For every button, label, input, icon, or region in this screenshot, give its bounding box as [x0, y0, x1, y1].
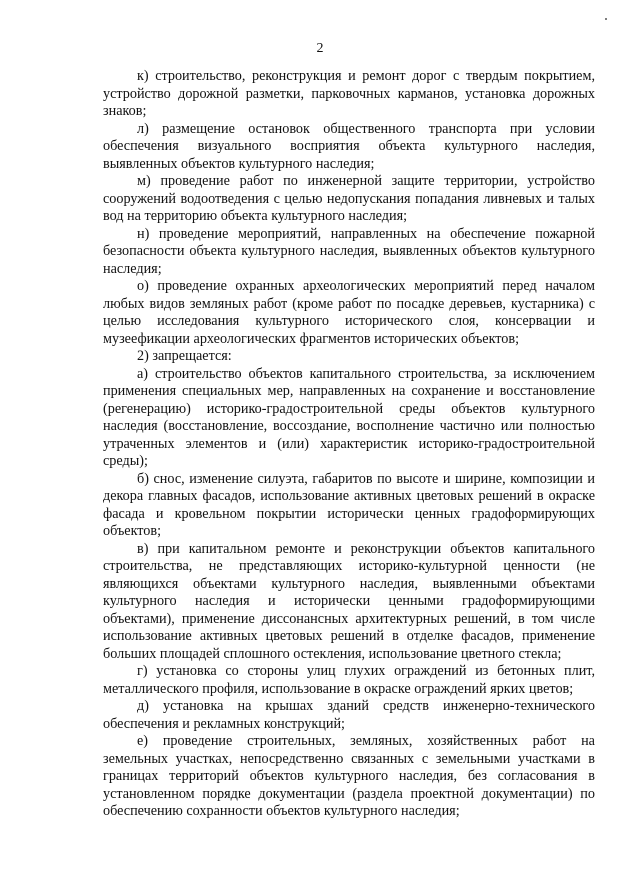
page-number: 2 — [316, 41, 324, 56]
paragraph-g: г) установка со стороны улиц глухих ограждений из бетонных плит, металлического профиля, использование в окраске ограждений ярких цветов; — [103, 663, 595, 697]
paragraph-l: л) размещение остановок общественного транспорта при условии обеспечения визуального восприятия объекта культурного наследия, выявленных объектов культурного наследия; — [103, 120, 595, 172]
scan-artifact-dot — [605, 18, 607, 20]
paragraph-b: б) снос, изменение силуэта, габаритов по высоте и ширине, композиции и декора главных фасадов, использование активных цветовых решений в окраске фасада и кровельном покрытии исторически ценных градоформирующих объектов; — [103, 470, 595, 539]
paragraph-k: к) строительство, реконструкция и ремонт дорог с твердым покрытием, устройство дорожной разметки, парковочных карманов, установка дорожных знаков; — [103, 68, 595, 119]
paragraph-v: в) при капитальном ремонте и реконструкции объектов капитального строительства, не представляющих историко-культурной ценности (не являющихся объектами культурного наследия, выявленными объектами культурного наследия и исторически ценными градоформирующими объектами), применение диссонансных архитектурных решений, в том числе использование активных цветовых решений в отделке фасадов, применение больших площадей сплошного остекления, использование цветного стекла; — [103, 540, 595, 662]
paragraph-a: а) строительство объектов капитального строительства, за исключением применения специальных мер, направленных на сохранение и восстановление (регенерацию) историко-градостроительной среды объектов культурного наследия (восстановление, воссоздание, восполнение частично или полностью утраченных элементов и (или) характеристик историко-градостроительной среды); — [103, 365, 595, 469]
document-body — [103, 68, 595, 821]
paragraph-m: м) проведение работ по инженерной защите территории, устройство сооружений водоотведения с целью недопускания попадания ливневых и талых вод на территорию объекта культурного наследия; — [103, 173, 595, 224]
section-heading-prohibited: 2) запрещается: — [137, 348, 232, 364]
paragraph-n: н) проведение мероприятий, направленных на обеспечение пожарной безопасности объекта культурного наследия, выявленных объектов культурного наследия; — [103, 225, 595, 277]
paragraph-d: д) установка на крышах зданий средств инженерно-технического обеспечения и рекламных конструкций; — [103, 698, 595, 732]
paragraph-e: е) проведение строительных, земляных, хозяйственных работ на земельных участках, непосредственно связанных с земельными участками в границах территорий объектов культурного наследия, без согласования в установленном порядке документации (раздела проектной документации) по обеспечению сохранности объектов культурного наследия; — [103, 733, 595, 819]
paragraph-o: о) проведение охранных археологических мероприятий перед началом любых видов земляных работ (кроме работ по посадке деревьев, кустарника) с целью исследования культурного исторического слоя, консервации и музеефикации археологических фрагментов исторических объектов; — [103, 278, 595, 347]
